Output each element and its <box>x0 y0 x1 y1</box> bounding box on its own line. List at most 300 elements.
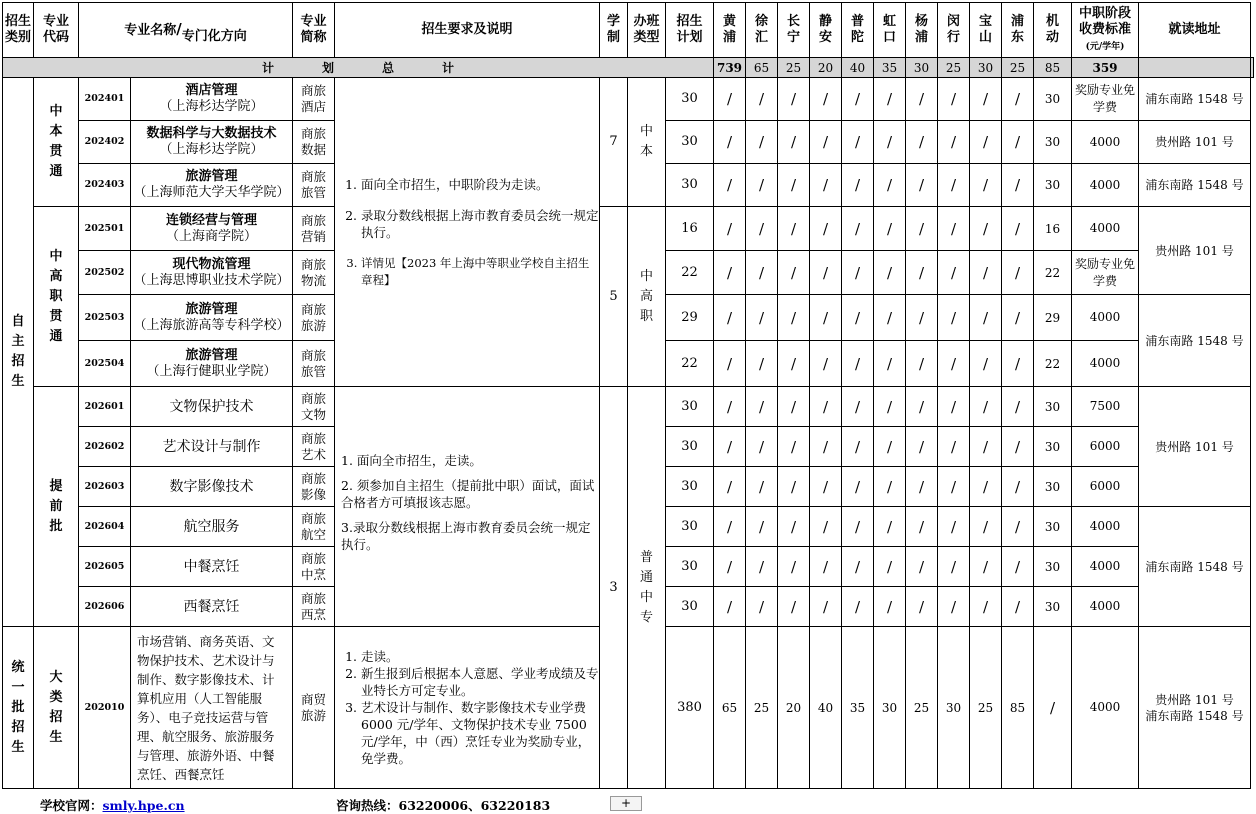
fee-value: 4000 <box>1072 507 1139 547</box>
major-code: 202603 <box>79 467 131 507</box>
major-name-text: 酒店管理 <box>185 83 238 98</box>
class-type-zhongben <box>628 78 666 207</box>
slash-mark: / <box>810 387 842 427</box>
slash-mark: / <box>874 341 906 387</box>
total-district: 25 <box>1002 58 1034 78</box>
slash-mark: / <box>810 341 842 387</box>
slash-mark: / <box>970 121 1002 164</box>
partner-school: （上海旅游高等专科学校） <box>133 317 290 333</box>
header-district-text: 浦东 <box>1011 14 1025 45</box>
slash-mark: / <box>970 295 1002 341</box>
slash-mark: / <box>746 587 778 627</box>
major-abbr <box>293 387 335 427</box>
header-fee <box>1072 3 1139 58</box>
slash-mark: / <box>810 121 842 164</box>
major-abbr-text: 商旅旅管 <box>301 347 327 379</box>
flex-count: 30 <box>1034 121 1072 164</box>
slash-mark: / <box>874 507 906 547</box>
slash-mark: / <box>842 387 874 427</box>
slash-mark: / <box>906 341 938 387</box>
slash-mark: / <box>970 207 1002 251</box>
major-abbr-text: 商贸旅游 <box>301 691 327 723</box>
class-type-zhonggao-text: 中高职 <box>640 268 654 324</box>
flex-count: 30 <box>1034 164 1072 207</box>
address-merged: 浦东南路 1548 号 <box>1139 507 1251 627</box>
address-line-1: 贵州路 101 号 <box>1155 692 1234 707</box>
site-label: 学校官网： <box>40 798 103 813</box>
slash-mark: / <box>746 467 778 507</box>
total-fee-empty <box>1139 58 1251 78</box>
slash-mark: / <box>778 387 810 427</box>
header-name <box>79 3 293 58</box>
slash-mark: / <box>970 341 1002 387</box>
major-abbr-text: 商旅西烹 <box>301 590 327 622</box>
slash-mark: / <box>810 251 842 295</box>
major-name: 文物保护技术 <box>131 387 293 427</box>
total-row <box>3 58 1254 78</box>
header-district-text: 普陀 <box>851 14 865 45</box>
slash-mark: / <box>906 507 938 547</box>
total-district: 20 <box>810 58 842 78</box>
slash-mark: / <box>970 387 1002 427</box>
req-a-1: 1. 面向全市招生，中职阶段为走读。 <box>361 176 599 193</box>
slash-mark: / <box>970 78 1002 121</box>
flex-count: 30 <box>1034 507 1072 547</box>
hotline-label: 咨询热线： <box>336 798 399 813</box>
slash-mark: / <box>874 121 906 164</box>
flex-count: 30 <box>1034 387 1072 427</box>
slash-mark: / <box>938 587 970 627</box>
header-district <box>778 3 810 58</box>
major-abbr <box>293 427 335 467</box>
major-name: 市场营销、商务英语、文物保护技术、艺术设计与制作、数字影像技术、计算机应用（人工智能服务）、电子竞技运营与管理、航空服务、旅游服务与管理、旅游外语、中餐烹饪、西餐烹饪 <box>131 627 293 789</box>
slash-mark: / <box>778 207 810 251</box>
slash-mark: / <box>938 251 970 295</box>
slash-mark: / <box>970 587 1002 627</box>
major-abbr <box>293 121 335 164</box>
slash-mark: / <box>746 251 778 295</box>
major-name-text: 现代物流管理 <box>172 256 251 272</box>
enrollment-table <box>2 2 1254 789</box>
slash-mark: / <box>938 121 970 164</box>
slash-mark: / <box>1002 207 1034 251</box>
slash-mark: / <box>906 121 938 164</box>
slash-mark: / <box>778 507 810 547</box>
slash-mark: / <box>842 467 874 507</box>
fee-value: 6000 <box>1072 427 1139 467</box>
major-abbr <box>293 587 335 627</box>
header-category <box>3 3 34 58</box>
total-plan: 739 <box>714 58 746 78</box>
district-count: 30 <box>938 627 970 789</box>
district-count: 65 <box>714 627 746 789</box>
slash-mark: / <box>970 427 1002 467</box>
slash-mark: / <box>1002 387 1034 427</box>
slash-mark: / <box>906 164 938 207</box>
header-years <box>600 3 628 58</box>
header-district-text: 宝山 <box>979 14 993 45</box>
slash-mark: / <box>906 467 938 507</box>
group-dalei-text: 大类招生 <box>49 669 63 745</box>
slash-mark: / <box>970 507 1002 547</box>
slash-mark: / <box>714 251 746 295</box>
hotline-numbers: 63220006、63220183 <box>398 798 551 813</box>
major-abbr-text: 商旅旅游 <box>301 301 327 333</box>
address: 浦东南路 1548 号 <box>1139 78 1251 121</box>
major-name: 中餐烹饪 <box>131 547 293 587</box>
header-years-text: 学制 <box>607 14 621 45</box>
slash-mark: / <box>1002 467 1034 507</box>
header-fee-b: 收费标准 <box>1079 21 1132 37</box>
plan-count: 30 <box>666 467 714 507</box>
slash-mark: / <box>938 427 970 467</box>
slash-mark: / <box>874 587 906 627</box>
slash-mark: / <box>874 547 906 587</box>
major-code: 202602 <box>79 427 131 467</box>
slash-mark: / <box>714 387 746 427</box>
slash-mark: / <box>810 427 842 467</box>
slash-mark: / <box>938 547 970 587</box>
address <box>1139 627 1251 789</box>
partner-school: （上海行健职业学院） <box>146 363 277 379</box>
slash-mark: / <box>842 207 874 251</box>
table-row <box>3 207 1254 251</box>
slash-mark: / <box>746 341 778 387</box>
header-district <box>746 3 778 58</box>
header-slash: / <box>176 20 182 38</box>
total-district: 30 <box>906 58 938 78</box>
fee-value: 7500 <box>1072 387 1139 427</box>
major-abbr <box>293 207 335 251</box>
req-b-2: 2. 须参加自主招生（提前批中职）面试，面试合格者方可填报该志愿。 <box>341 478 595 510</box>
major-abbr <box>293 627 335 789</box>
slash-mark: / <box>842 587 874 627</box>
major-code: 202606 <box>79 587 131 627</box>
slash-mark: / <box>778 295 810 341</box>
header-flex-text: 机动 <box>1046 14 1060 45</box>
group-tiqian <box>34 387 79 627</box>
slash-mark: / <box>810 207 842 251</box>
total-district: 40 <box>842 58 874 78</box>
req-a-3: 3. 详情见【2023 年上海中等职业学校自主招生章程】 <box>361 255 599 289</box>
major-name <box>131 251 293 295</box>
slash-mark: / <box>746 164 778 207</box>
major-abbr <box>293 164 335 207</box>
major-code: 202504 <box>79 341 131 387</box>
header-district <box>714 3 746 58</box>
major-name <box>131 78 293 121</box>
total-district: 30 <box>970 58 1002 78</box>
major-abbr-text: 商旅营销 <box>301 212 327 244</box>
header-code <box>34 3 79 58</box>
slash-mark: / <box>746 207 778 251</box>
major-name-text: 旅游管理 <box>185 169 238 184</box>
plan-count: 16 <box>666 207 714 251</box>
district-count: 40 <box>810 627 842 789</box>
header-fee-a: 中职阶段 <box>1079 5 1132 21</box>
total-district: 25 <box>778 58 810 78</box>
slash-mark: / <box>1002 295 1034 341</box>
address: 浦东南路 1548 号 <box>1139 164 1251 207</box>
slash-mark: / <box>842 164 874 207</box>
partner-school: （上海杉达学院） <box>159 99 264 114</box>
major-code: 202604 <box>79 507 131 547</box>
slash-mark: / <box>778 587 810 627</box>
district-count: 30 <box>874 627 906 789</box>
req-c-3: 3. 艺术设计与制作、数字影像技术专业学费 6000 元/学年、文物保护技术专业 7500 元/学年，中（西）烹饪专业为奖励专业，免学费。 <box>361 699 599 767</box>
years-zhongben: 7 <box>600 78 628 207</box>
major-code: 202503 <box>79 295 131 341</box>
fee-value: 4000 <box>1072 121 1139 164</box>
header-category-text: 招生类别 <box>4 14 31 45</box>
flex-count: 16 <box>1034 207 1072 251</box>
header-plan-text: 招生计划 <box>676 14 703 45</box>
class-type-zhongben-text: 中本 <box>640 124 654 159</box>
major-abbr <box>293 341 335 387</box>
slash-mark: / <box>746 547 778 587</box>
header-address <box>1139 3 1251 58</box>
header-fee-unit: (元/学年) <box>1085 41 1125 52</box>
slash-mark: / <box>842 295 874 341</box>
plan-count: 380 <box>666 627 714 789</box>
total-district: 25 <box>938 58 970 78</box>
slash-mark: / <box>1002 341 1034 387</box>
plan-count: 30 <box>666 164 714 207</box>
class-type-zhonggao <box>628 207 666 387</box>
major-name <box>131 121 293 164</box>
header-district <box>970 3 1002 58</box>
slash-mark: / <box>938 295 970 341</box>
slash-mark: / <box>714 507 746 547</box>
total-addr-empty <box>1251 58 1254 78</box>
group-zhongben-text: 中本贯通 <box>49 104 63 179</box>
group-zhonggao-text: 中高职贯通 <box>49 248 63 344</box>
fee-value: 6000 <box>1072 467 1139 507</box>
address-merged: 贵州路 101 号 <box>1139 207 1251 295</box>
slash-mark: / <box>810 164 842 207</box>
slash-mark: / <box>810 587 842 627</box>
major-abbr-text: 商旅艺术 <box>301 430 327 462</box>
group-tiqian-text: 提前批 <box>49 478 63 534</box>
slash-mark: / <box>810 547 842 587</box>
slash-mark: / <box>714 164 746 207</box>
partner-school: （上海商学院） <box>166 228 258 244</box>
fee-value: 4000 <box>1072 341 1139 387</box>
add-button[interactable]: + <box>610 796 642 811</box>
major-abbr <box>293 295 335 341</box>
slash-mark: / <box>874 387 906 427</box>
slash-mark: / <box>778 547 810 587</box>
slash-mark: / <box>1002 121 1034 164</box>
slash-mark: / <box>714 121 746 164</box>
slash-mark: / <box>714 78 746 121</box>
category-independent <box>3 78 34 627</box>
major-abbr <box>293 507 335 547</box>
address-merged: 浦东南路 1548 号 <box>1139 295 1251 387</box>
flex-count: 29 <box>1034 295 1072 341</box>
header-row <box>3 3 1254 58</box>
major-abbr-text: 商旅航空 <box>301 510 327 542</box>
header-class-type-text: 办班类型 <box>633 14 660 45</box>
plan-count: 30 <box>666 507 714 547</box>
class-type-regular <box>628 387 666 789</box>
slash-mark: / <box>778 341 810 387</box>
slash-mark: / <box>842 427 874 467</box>
slash-mark: / <box>842 121 874 164</box>
fee-value: 4000 <box>1072 587 1139 627</box>
district-count: 25 <box>746 627 778 789</box>
header-name-a: 专业名称 <box>124 23 177 38</box>
years-regular: 3 <box>600 387 628 789</box>
plan-count: 30 <box>666 427 714 467</box>
header-district-text: 杨浦 <box>915 14 929 45</box>
fee-value: 4000 <box>1072 207 1139 251</box>
slash-mark: / <box>906 427 938 467</box>
header-address-text: 就读地址 <box>1168 22 1221 37</box>
district-count: 35 <box>842 627 874 789</box>
flex-count: 30 <box>1034 467 1072 507</box>
requirements-a <box>335 78 600 387</box>
total-district: 35 <box>874 58 906 78</box>
requirements-c <box>335 627 600 789</box>
plan-count: 30 <box>666 387 714 427</box>
fee-value: 4000 <box>1072 547 1139 587</box>
slash-mark: / <box>906 387 938 427</box>
slash-mark: / <box>778 78 810 121</box>
slash-mark: / <box>746 427 778 467</box>
slash-mark: / <box>938 387 970 427</box>
slash-mark: / <box>1002 547 1034 587</box>
group-dalei <box>34 627 79 789</box>
header-flex <box>1034 3 1072 58</box>
partner-school: （上海师范大学天华学院） <box>133 185 290 200</box>
slash-mark: / <box>1002 427 1034 467</box>
slash-mark: / <box>874 467 906 507</box>
slash-mark: / <box>874 78 906 121</box>
slash-mark: / <box>810 295 842 341</box>
slash-mark: / <box>874 251 906 295</box>
header-district-text: 徐汇 <box>755 14 769 45</box>
class-type-regular-text: 普通中专 <box>640 549 654 625</box>
slash-mark: / <box>1002 587 1034 627</box>
fee-value: 4000 <box>1072 295 1139 341</box>
major-name: 数字影像技术 <box>131 467 293 507</box>
partner-school: （上海思博职业技术学院） <box>133 272 290 288</box>
slash-mark: / <box>970 467 1002 507</box>
address-line-2: 浦东南路 1548 号 <box>1145 708 1244 723</box>
category-unified <box>3 627 34 789</box>
slash-mark: / <box>810 467 842 507</box>
years-zhonggao: 5 <box>600 207 628 387</box>
slash-mark: / <box>906 547 938 587</box>
header-district <box>810 3 842 58</box>
slash-mark: / <box>842 251 874 295</box>
district-count: 20 <box>778 627 810 789</box>
district-count: 25 <box>906 627 938 789</box>
table-row <box>3 387 1254 427</box>
slash-mark: / <box>746 387 778 427</box>
major-abbr-text: 商旅酒店 <box>301 83 327 114</box>
req-c-2: 2. 新生报到后根据本人意愿、学业考成绩及专业特长方可定专业。 <box>361 665 599 699</box>
slash-mark: / <box>746 295 778 341</box>
slash-mark: / <box>970 251 1002 295</box>
plan-count: 22 <box>666 341 714 387</box>
header-district <box>938 3 970 58</box>
total-label <box>3 58 714 78</box>
header-abbr <box>293 3 335 58</box>
major-abbr-text: 商旅物流 <box>301 256 327 288</box>
slash-mark: / <box>842 547 874 587</box>
slash-mark: / <box>714 427 746 467</box>
req-b-3: 3.录取分数线根据上海市教育委员会统一规定执行。 <box>341 520 591 552</box>
major-name-text: 旅游管理 <box>185 301 238 317</box>
flex-count: 30 <box>1034 427 1072 467</box>
slash-mark: / <box>906 207 938 251</box>
flex-count: / <box>1034 627 1072 789</box>
header-class-type <box>628 3 666 58</box>
major-code: 202502 <box>79 251 131 295</box>
slash-mark: / <box>842 341 874 387</box>
total-flex: 359 <box>1072 58 1139 78</box>
school-website-link[interactable]: smly.hpe.cn <box>102 798 185 813</box>
slash-mark: / <box>906 295 938 341</box>
slash-mark: / <box>938 341 970 387</box>
plan-count: 30 <box>666 547 714 587</box>
major-abbr-text: 商旅影像 <box>301 470 327 502</box>
address-merged: 贵州路 101 号 <box>1139 387 1251 507</box>
flex-count: 30 <box>1034 587 1072 627</box>
slash-mark: / <box>906 587 938 627</box>
major-abbr-text: 商旅中烹 <box>301 550 327 582</box>
group-zhongben <box>34 78 79 207</box>
major-code: 202401 <box>79 78 131 121</box>
slash-mark: / <box>746 507 778 547</box>
slash-mark: / <box>714 547 746 587</box>
footer <box>0 795 1256 812</box>
header-district-text: 静安 <box>819 14 833 45</box>
slash-mark: / <box>874 295 906 341</box>
major-abbr <box>293 467 335 507</box>
major-code: 202010 <box>79 627 131 789</box>
slash-mark: / <box>874 427 906 467</box>
major-abbr-text: 商旅文物 <box>301 390 327 422</box>
major-name: 艺术设计与制作 <box>131 427 293 467</box>
major-name <box>131 207 293 251</box>
major-abbr <box>293 547 335 587</box>
slash-mark: / <box>778 121 810 164</box>
major-abbr-text: 商旅旅管 <box>301 169 327 200</box>
slash-mark: / <box>874 207 906 251</box>
group-zhonggao <box>34 207 79 387</box>
slash-mark: / <box>938 467 970 507</box>
header-district-text: 黄浦 <box>723 14 737 45</box>
header-code-text: 专业代码 <box>43 14 70 45</box>
slash-mark: / <box>842 507 874 547</box>
major-code: 202601 <box>79 387 131 427</box>
header-district-text: 长宁 <box>787 14 801 45</box>
fee-value: 4000 <box>1072 164 1139 207</box>
slash-mark: / <box>1002 78 1034 121</box>
header-district <box>842 3 874 58</box>
major-name-text: 数据科学与大数据技术 <box>146 126 277 141</box>
slash-mark: / <box>810 507 842 547</box>
slash-mark: / <box>778 467 810 507</box>
slash-mark: / <box>1002 507 1034 547</box>
major-abbr <box>293 251 335 295</box>
slash-mark: / <box>714 341 746 387</box>
plan-count: 30 <box>666 587 714 627</box>
header-abbr-text: 专业简称 <box>300 14 327 45</box>
